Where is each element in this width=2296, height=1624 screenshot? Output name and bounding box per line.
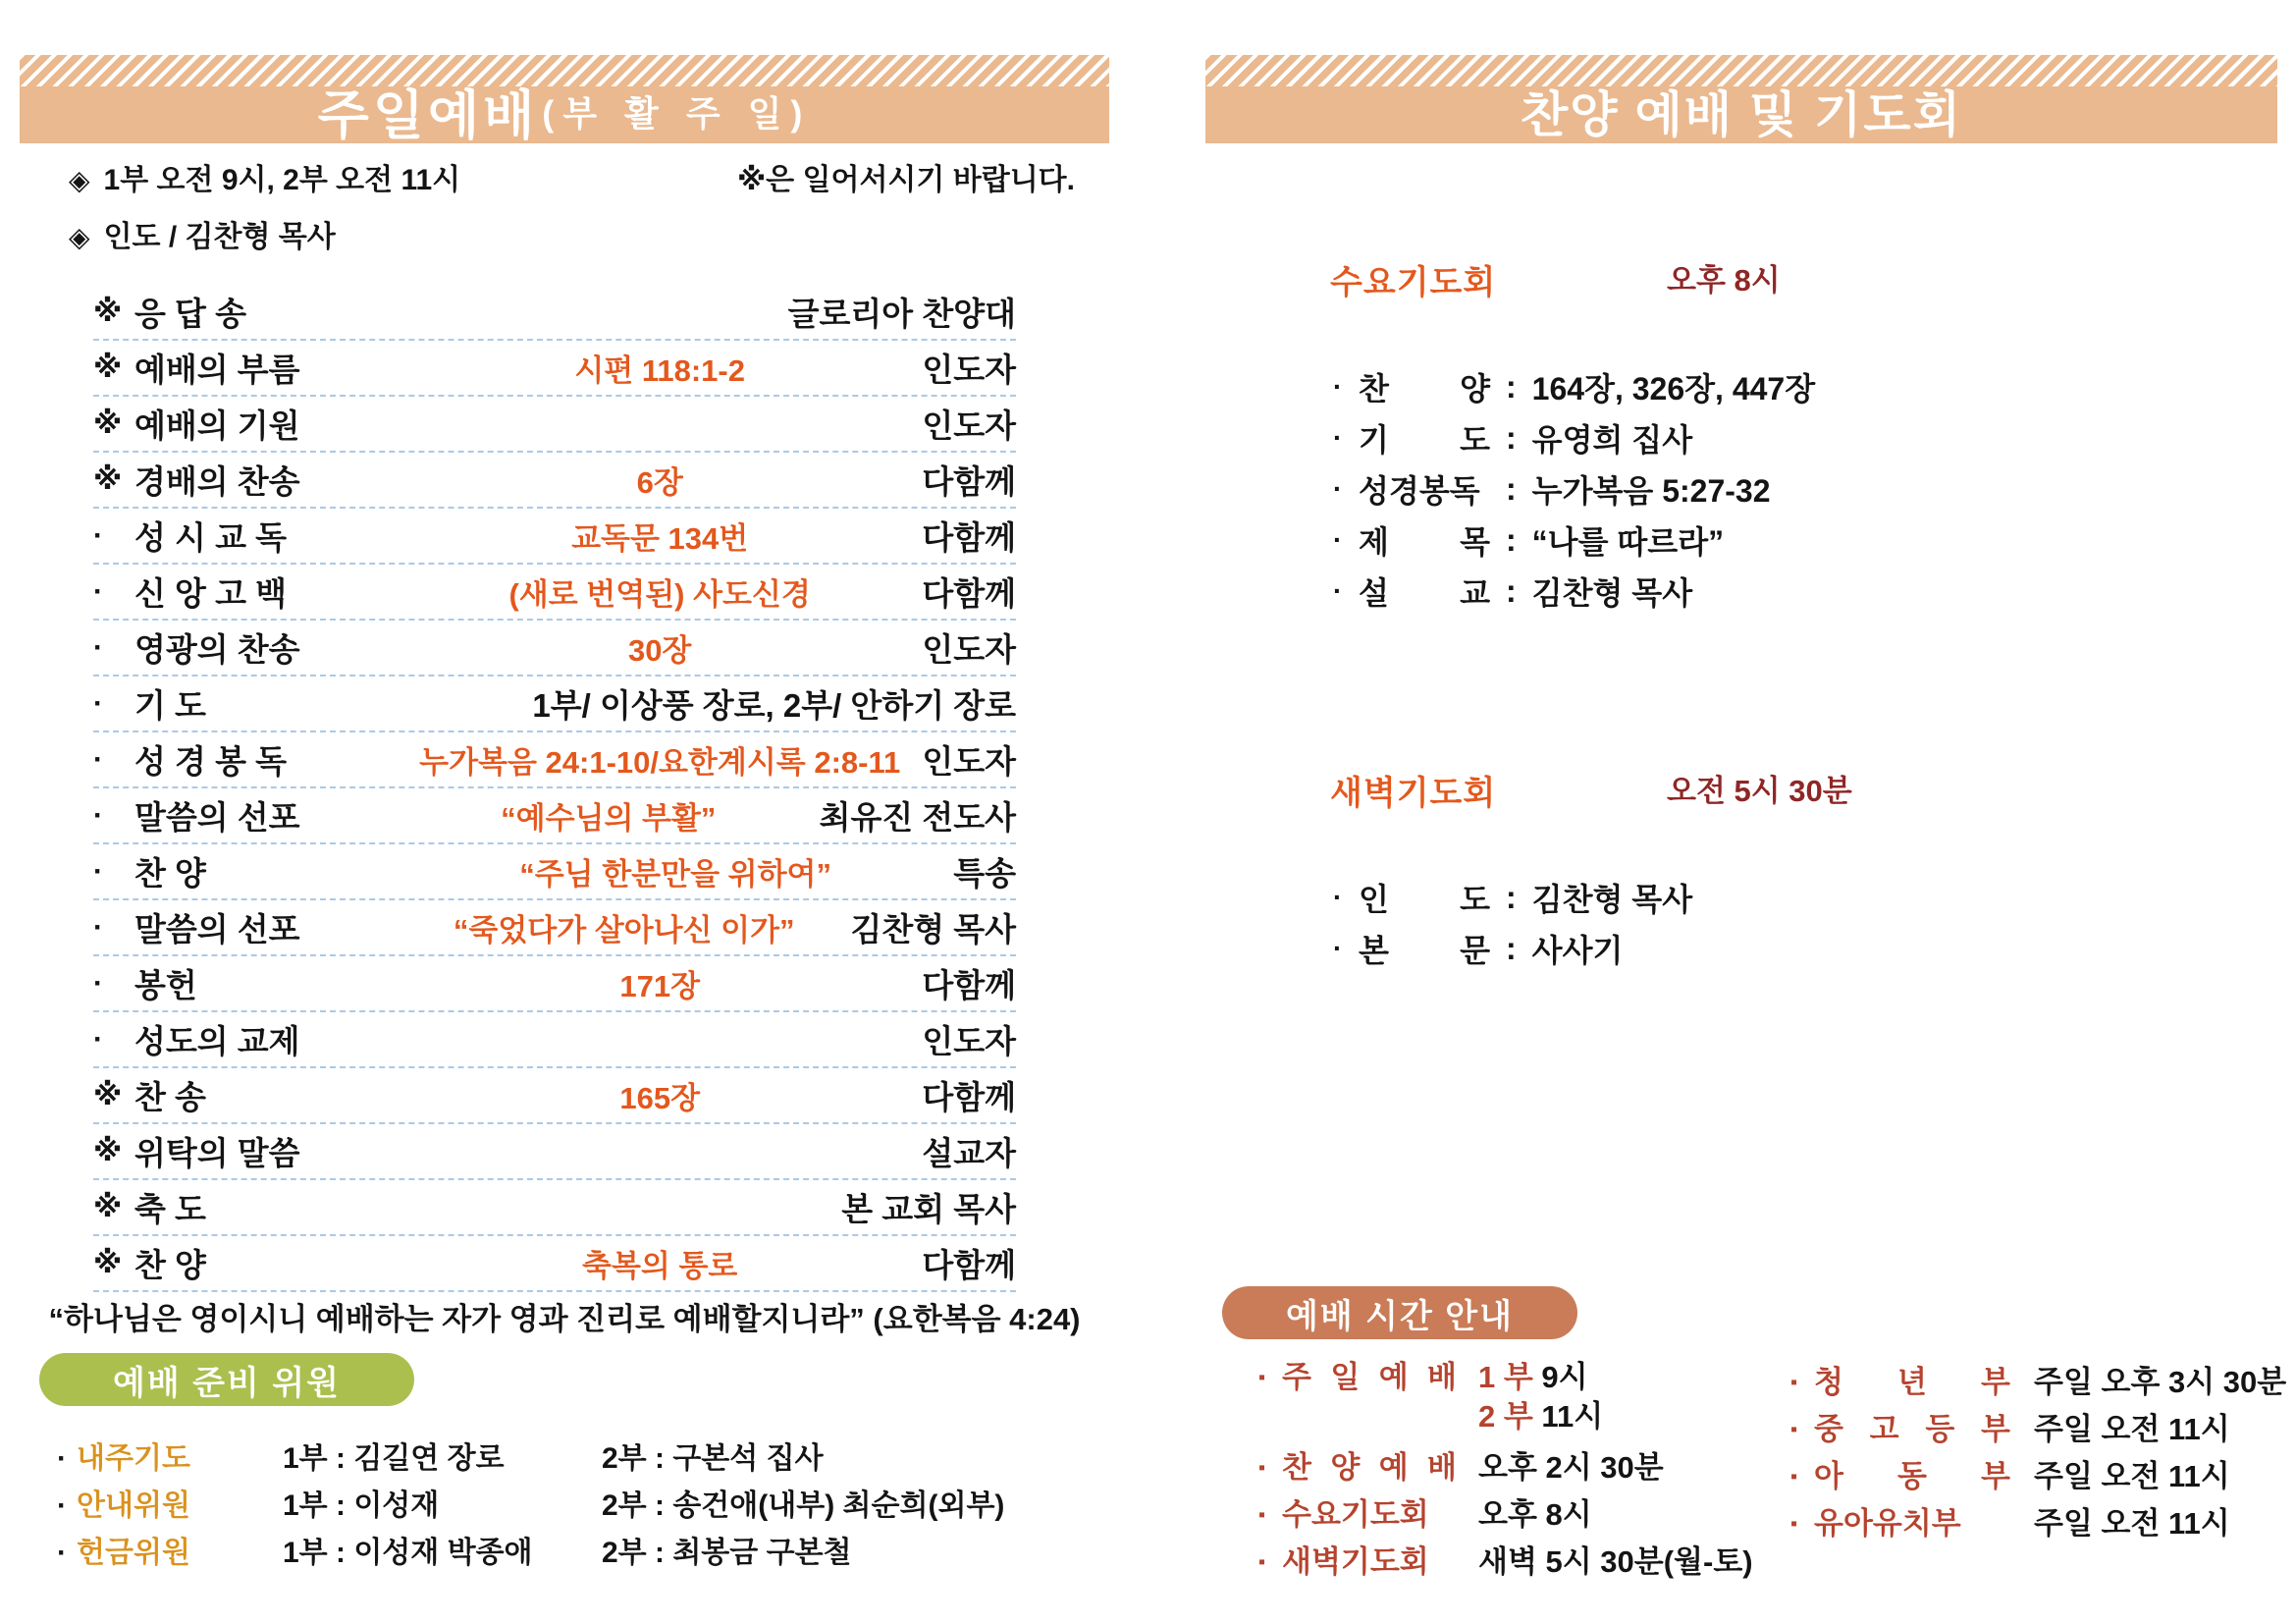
schedule-label: 청 년 부 — [1814, 1365, 2010, 1399]
schedule-time-line — [1478, 1399, 1603, 1435]
section-item-row — [1333, 566, 2277, 617]
item-label: 설 교 — [1359, 575, 1490, 611]
square-bullet-icon: ▪ — [1258, 1367, 1266, 1388]
committee-role-cell — [57, 1442, 190, 1475]
row-marker: ※ — [93, 296, 123, 328]
order-item-label: 말씀의 선포 — [134, 799, 300, 836]
order-item-person: 인도자 — [922, 407, 1016, 444]
order-item-person: 다함께 — [922, 575, 1016, 612]
item-colon: : — [1506, 879, 1517, 915]
order-item-person: 특송 — [953, 855, 1016, 892]
worship-order-row — [93, 1012, 1016, 1068]
worship-order-row — [93, 565, 1016, 621]
committee-row — [57, 1481, 1097, 1528]
order-item-person: 본 교회 목사 — [841, 1191, 1016, 1227]
item-label: 찬 양 — [1359, 371, 1490, 406]
item-label: 본 문 — [1359, 933, 1490, 968]
order-item-label: 말씀의 선포 — [134, 911, 300, 947]
schedule-label: 아 동 부 — [1814, 1459, 2010, 1493]
order-item-label: 찬 송 — [134, 1079, 206, 1115]
section-time: 오전 5시 30분 — [1667, 774, 1852, 808]
committee-role: 안내위원 — [77, 1489, 190, 1522]
worship-order-row — [93, 732, 1016, 788]
order-item-detail: 171장 — [619, 969, 701, 1003]
order-item-detail: 6장 — [636, 465, 683, 500]
row-marker: ※ — [93, 407, 123, 440]
schedule-row — [1258, 1497, 1753, 1533]
dot-bullet-icon: · — [1333, 933, 1343, 963]
order-item-person: 글로리아 찬양대 — [787, 296, 1016, 332]
easter-subtitle: (부 활 주 일) — [542, 92, 812, 134]
order-item-label: 신 앙 고 백 — [134, 575, 288, 612]
diamond-bullet-icon: ◈ — [69, 222, 90, 252]
order-item-detail: 시편 118:1-2 — [574, 353, 745, 388]
schedule-time: 주일 오전 11시 — [2034, 1412, 2230, 1446]
committee-second-service: 2부 : 구본석 집사 — [602, 1442, 824, 1475]
section-item-row — [1333, 923, 2277, 974]
order-item-label: 기 도 — [134, 687, 206, 724]
dot-bullet-icon: · — [1333, 575, 1343, 606]
item-label: 인 도 — [1359, 882, 1490, 917]
committee-role-cell — [57, 1489, 190, 1522]
item-value: 사사기 — [1531, 933, 1624, 968]
leader-text: 인도 / 김찬형 목사 — [103, 221, 336, 253]
square-bullet-icon: ▪ — [1258, 1504, 1266, 1526]
order-item-person: 최유진 전도사 — [819, 799, 1016, 836]
order-item-person: 인도자 — [922, 1023, 1016, 1059]
worship-order-row — [93, 956, 1016, 1012]
schedule-label: 찬 양 예 배 — [1282, 1450, 1457, 1485]
banner-text — [20, 79, 1109, 143]
schedule-time: 주일 오후 3시 30분 — [2034, 1365, 2287, 1399]
schedule-time: 새벽 5시 30분(월-토) — [1478, 1544, 1753, 1579]
committee-second-service: 2부 : 송건애(내부) 최순희(외부) — [602, 1489, 1005, 1522]
order-item-detail: “예수님의 부활” — [501, 801, 717, 836]
service-times-row — [69, 155, 1075, 198]
order-item-detail: (새로 번역된) 사도신경 — [508, 577, 811, 612]
worship-order-row — [93, 509, 1016, 565]
service-times-text: 1부 오전 9시, 2부 오전 11시 — [103, 164, 461, 196]
order-item-detail: 165장 — [619, 1081, 701, 1115]
schedule-list-right — [1790, 1365, 2286, 1553]
row-marker: · — [93, 574, 103, 608]
dot-bullet-icon: · — [57, 1442, 67, 1475]
dot-bullet-icon: · — [57, 1537, 67, 1569]
worship-order-row — [93, 1124, 1016, 1180]
worship-order-row — [93, 788, 1016, 844]
square-bullet-icon: ▪ — [1258, 1457, 1266, 1479]
service-hour: 9시 — [1541, 1360, 1588, 1394]
dot-bullet-icon: · — [1333, 882, 1343, 912]
dot-bullet-icon: · — [57, 1489, 67, 1522]
committee-role: 내주기도 — [77, 1442, 190, 1475]
order-item-label: 성 경 봉 독 — [134, 743, 288, 780]
order-item-person: 다함께 — [922, 463, 1016, 500]
order-item-detail: 누가복음 24:1-10/요한계시록 2:8-11 — [419, 745, 901, 780]
leader-row — [69, 212, 1075, 255]
order-item-person: 1부/ 이상풍 장로, 2부/ 안하기 장로 — [532, 687, 1016, 724]
committee-row — [57, 1528, 1097, 1575]
order-item-label: 봉헌 — [134, 967, 197, 1003]
section-item-row — [1333, 514, 2277, 566]
section-item-row — [1333, 361, 2277, 412]
schedule-row — [1258, 1360, 1753, 1438]
schedule-label: 유아유치부 — [1814, 1506, 1961, 1541]
row-marker: · — [93, 798, 103, 832]
committee-role-cell — [57, 1537, 190, 1569]
section-time: 오후 8시 — [1667, 263, 1781, 298]
order-item-detail: “죽었다가 살아나신 이가” — [453, 913, 795, 947]
item-value: 김찬형 목사 — [1531, 882, 1693, 917]
order-item-label: 영광의 찬송 — [134, 631, 300, 668]
schedule-label: 중 고 등 부 — [1814, 1412, 2010, 1446]
row-marker: · — [93, 630, 103, 664]
order-item-person: 인도자 — [922, 631, 1016, 668]
row-marker: · — [93, 1022, 103, 1056]
section-items — [1333, 872, 2277, 974]
schedule-time: 주일 오전 11시 — [2034, 1459, 2230, 1493]
worship-order-row — [93, 285, 1016, 341]
item-label: 제 목 — [1359, 524, 1490, 560]
order-item-person: 다함께 — [922, 519, 1016, 556]
item-colon: : — [1506, 572, 1517, 609]
square-bullet-icon: ▪ — [1790, 1513, 1798, 1535]
service-hour: 11시 — [1541, 1399, 1604, 1434]
dot-bullet-icon: · — [1333, 473, 1343, 504]
item-value: 누가복음 5:27-32 — [1531, 473, 1771, 509]
worship-order-row — [93, 1180, 1016, 1236]
section-header — [1205, 255, 2277, 301]
schedule-time: 오후 8시 — [1478, 1497, 1592, 1532]
committee-first-service: 1부 : 김길연 장로 — [283, 1442, 505, 1475]
item-colon: : — [1506, 930, 1517, 966]
worship-order-table — [93, 285, 1016, 1292]
row-marker: · — [93, 910, 103, 944]
order-item-detail: 30장 — [627, 633, 692, 668]
order-item-person: 설교자 — [922, 1135, 1016, 1171]
row-marker: · — [93, 854, 103, 888]
item-colon: : — [1506, 419, 1517, 456]
committee-table — [57, 1434, 1097, 1575]
section-item-row — [1333, 872, 2277, 923]
item-label: 기 도 — [1359, 422, 1490, 458]
worship-order-row — [93, 677, 1016, 732]
schedule-row — [1258, 1450, 1753, 1486]
committee-heading: 예배 준비 위원 — [39, 1353, 414, 1406]
order-item-person: 다함께 — [922, 967, 1016, 1003]
dot-bullet-icon: · — [1333, 422, 1343, 453]
sunday-worship-title: 주일예배 — [317, 85, 539, 145]
row-marker: · — [93, 518, 103, 552]
order-item-label: 성 시 교 독 — [134, 519, 288, 556]
worship-order-row — [93, 1068, 1016, 1124]
worship-order-row — [93, 1236, 1016, 1292]
row-marker: ※ — [93, 1247, 123, 1279]
order-item-label: 성도의 교제 — [134, 1023, 300, 1059]
wednesday-prayer-section — [1205, 255, 2277, 617]
row-marker: ※ — [93, 1135, 123, 1167]
section-item-row — [1333, 463, 2277, 514]
item-colon: : — [1506, 521, 1517, 558]
schedule-label: 수요기도회 — [1282, 1497, 1429, 1532]
item-label: 성경봉독 — [1359, 473, 1480, 509]
committee-role: 헌금위원 — [77, 1537, 190, 1569]
schedule-row — [1790, 1412, 2286, 1447]
committee-row — [57, 1434, 1097, 1481]
dot-bullet-icon: · — [1333, 371, 1343, 402]
schedule-heading: 예배 시간 안내 — [1222, 1286, 1577, 1339]
schedule-label: 주 일 예 배 — [1282, 1360, 1457, 1394]
committee-second-service: 2부 : 최봉금 구본철 — [602, 1537, 852, 1569]
order-item-detail: “주님 한분만을 위하여” — [519, 857, 831, 892]
row-marker: ※ — [93, 352, 123, 384]
worship-order-row — [93, 621, 1016, 677]
committee-first-service: 1부 : 이성재 박종애 — [283, 1537, 533, 1569]
square-bullet-icon: ▪ — [1790, 1419, 1798, 1440]
leader — [69, 212, 336, 255]
dawn-prayer-section — [1205, 766, 2277, 974]
worship-order-row — [93, 341, 1016, 397]
worship-order-row — [93, 844, 1016, 900]
order-item-person: 인도자 — [922, 743, 1016, 780]
order-item-person: 다함께 — [922, 1247, 1016, 1283]
order-item-detail: 축복의 통로 — [582, 1249, 738, 1283]
order-item-label: 위탁의 말씀 — [134, 1135, 300, 1171]
diamond-bullet-icon: ◈ — [69, 165, 90, 195]
committee-first-service: 1부 : 이성재 — [283, 1489, 440, 1522]
dot-bullet-icon: · — [1333, 524, 1343, 555]
row-marker: ※ — [93, 1191, 123, 1223]
praise-prayer-title: 찬양 예배 및 기도회 — [1520, 87, 1963, 142]
banner-text — [1205, 79, 2277, 143]
praise-prayer-banner — [1205, 55, 2277, 143]
schedule-time — [1478, 1360, 1603, 1438]
row-marker: ※ — [93, 463, 123, 496]
service-part: 2 부 — [1478, 1399, 1542, 1434]
section-header — [1205, 766, 2277, 812]
service-times — [69, 155, 460, 198]
item-value: 164장, 326장, 447장 — [1531, 371, 1816, 406]
order-item-label: 찬 양 — [134, 855, 206, 892]
standing-note: ※은 일어서시기 바랍니다. — [737, 164, 1075, 196]
service-part: 1 부 — [1478, 1360, 1542, 1394]
section-title: 수요기도회 — [1330, 264, 1497, 301]
row-marker: · — [93, 686, 103, 720]
row-marker: ※ — [93, 1079, 123, 1111]
order-item-label: 찬 양 — [134, 1247, 206, 1283]
item-value: 유영희 집사 — [1531, 422, 1693, 458]
order-item-detail: 교독문 134번 — [571, 521, 749, 556]
row-marker: · — [93, 966, 103, 1000]
item-value: “나를 따르라” — [1531, 524, 1725, 560]
schedule-time: 주일 오전 11시 — [2034, 1506, 2230, 1541]
section-items — [1333, 361, 2277, 617]
order-item-label: 응 답 송 — [134, 296, 246, 332]
scripture-verse: “하나님은 영이시니 예배하는 자가 영과 진리로 예배할지니라” (요한복음 4:24) — [48, 1302, 1081, 1336]
schedule-list-left — [1258, 1360, 1753, 1592]
order-item-label: 예배의 부름 — [134, 352, 300, 388]
square-bullet-icon: ▪ — [1790, 1372, 1798, 1393]
square-bullet-icon: ▪ — [1790, 1466, 1798, 1488]
order-item-label: 경배의 찬송 — [134, 463, 300, 500]
schedule-row — [1790, 1459, 2286, 1494]
order-item-person: 김찬형 목사 — [850, 911, 1016, 947]
sunday-worship-banner — [20, 55, 1109, 143]
section-title: 새벽기도회 — [1330, 775, 1497, 812]
schedule-label: 새벽기도회 — [1282, 1544, 1429, 1579]
worship-order-row — [93, 453, 1016, 509]
schedule-row — [1790, 1365, 2286, 1400]
worship-order-row — [93, 397, 1016, 453]
order-item-label: 축 도 — [134, 1191, 206, 1227]
schedule-time: 오후 2시 30분 — [1478, 1450, 1664, 1485]
schedule-row — [1258, 1544, 1753, 1580]
item-value: 김찬형 목사 — [1531, 575, 1693, 611]
item-colon: : — [1506, 368, 1517, 405]
row-marker: · — [93, 742, 103, 776]
service-info — [69, 155, 1075, 269]
square-bullet-icon: ▪ — [1258, 1551, 1266, 1573]
schedule-time-line — [1478, 1360, 1603, 1395]
worship-order-row — [93, 900, 1016, 956]
order-item-person: 다함께 — [922, 1079, 1016, 1115]
section-item-row — [1333, 412, 2277, 463]
order-item-label: 예배의 기원 — [134, 407, 300, 444]
item-colon: : — [1506, 470, 1517, 507]
order-item-person: 인도자 — [922, 352, 1016, 388]
schedule-row — [1790, 1506, 2286, 1542]
